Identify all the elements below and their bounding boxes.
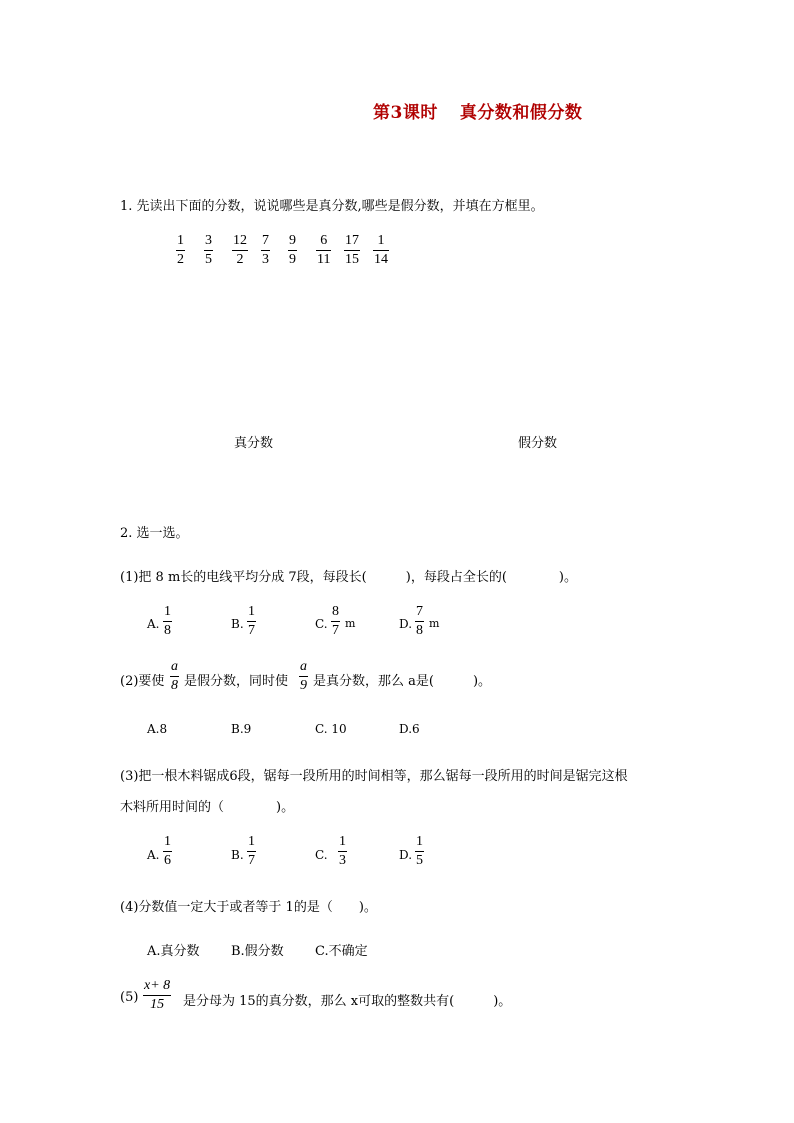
option-c-fraction: $\frac{8}{7}$ xyxy=(332,604,339,638)
option-d-label: D. xyxy=(399,848,413,862)
option-b: B.假分数 xyxy=(231,944,284,959)
option-b-fraction: $\frac{1}{7}$ xyxy=(248,604,255,638)
option-d-fraction: $\frac{7}{8}$ xyxy=(416,604,423,638)
question-2-2-pre: (2)要使 xyxy=(120,674,165,689)
option-a-label: A. xyxy=(147,848,160,862)
option-c-label: C. xyxy=(315,617,328,631)
box-label-improper: 假分数 xyxy=(518,436,558,451)
question-2-1-text: (1)把 8 m长的电线平均分成 7段，每段长( )，每段占全长的( )。 xyxy=(120,570,577,585)
option-a-fraction: $\frac{1}{8}$ xyxy=(164,604,171,638)
fraction-9-9: $\frac{9}{9}$ xyxy=(289,233,296,267)
option-d-unit: m xyxy=(429,617,440,630)
option-b: B.9 xyxy=(231,722,252,736)
question-2-2-mid: 是假分数，同时使 xyxy=(184,674,289,689)
question-2-2-post: 是真分数，那么 a是( )。 xyxy=(313,674,492,689)
fraction-7-3: $\frac{7}{3}$ xyxy=(262,233,269,267)
fraction-1-2: $\frac{1}{2}$ xyxy=(177,233,184,267)
fraction-a-9: $\frac{a}{9}$ xyxy=(300,659,307,693)
fraction-x-plus-8-over-15: $\frac{x+ 8}{15}$ xyxy=(144,978,171,1012)
option-d-label: D. xyxy=(399,617,413,631)
option-a: A.8 xyxy=(147,722,168,736)
question-2-3-line2: 木料所用时间的（ )。 xyxy=(120,800,295,815)
fraction-17-15: $\frac{17}{15}$ xyxy=(345,233,359,267)
question-2-text: 2. 选一选。 xyxy=(120,526,189,541)
lesson-number: 第3课时 xyxy=(373,103,438,123)
option-b-label: B. xyxy=(231,848,244,862)
question-2-5-pre: (5) xyxy=(120,990,139,1005)
option-c: C. 10 xyxy=(315,722,347,736)
fraction-a-8: $\frac{a}{8}$ xyxy=(171,659,178,693)
fraction-6-11: $\frac{6}{11}$ xyxy=(317,233,331,267)
fraction-3-5: $\frac{3}{5}$ xyxy=(205,233,212,267)
option-a: A.真分数 xyxy=(147,944,200,959)
option-c-unit: m xyxy=(345,617,356,630)
page-title xyxy=(373,98,582,123)
option-a-fraction: $\frac{1}{6}$ xyxy=(164,834,171,868)
option-c-label: C. xyxy=(315,848,328,862)
option-c-fraction: $\frac{1}{3}$ xyxy=(339,834,346,868)
lesson-topic: 真分数和假分数 xyxy=(459,103,583,123)
box-label-proper: 真分数 xyxy=(234,436,274,451)
option-c: C.不确定 xyxy=(315,944,368,959)
question-1-text: 1. 先读出下面的分数，说说哪些是真分数,哪些是假分数，并填在方框里。 xyxy=(120,199,544,214)
question-2-3-line1: (3)把一根木料锯成6段，锯每一段所用的时间相等，那么锯每一段所用的时间是锯完这根 xyxy=(120,769,628,784)
fraction-1-14: $\frac{1}{14}$ xyxy=(374,233,388,267)
option-b-fraction: $\frac{1}{7}$ xyxy=(248,834,255,868)
option-b-label: B. xyxy=(231,617,244,631)
option-a-label: A. xyxy=(147,617,160,631)
question-2-5-post: 是分母为 15的真分数，那么 x可取的整数共有( )。 xyxy=(183,994,512,1009)
question-2-4-text: (4)分数值一定大于或者等于 1的是（ )。 xyxy=(120,900,377,915)
option-d-fraction: $\frac{1}{5}$ xyxy=(416,834,423,868)
option-d: D.6 xyxy=(399,722,420,736)
fraction-12-2: $\frac{12}{2}$ xyxy=(233,233,247,267)
